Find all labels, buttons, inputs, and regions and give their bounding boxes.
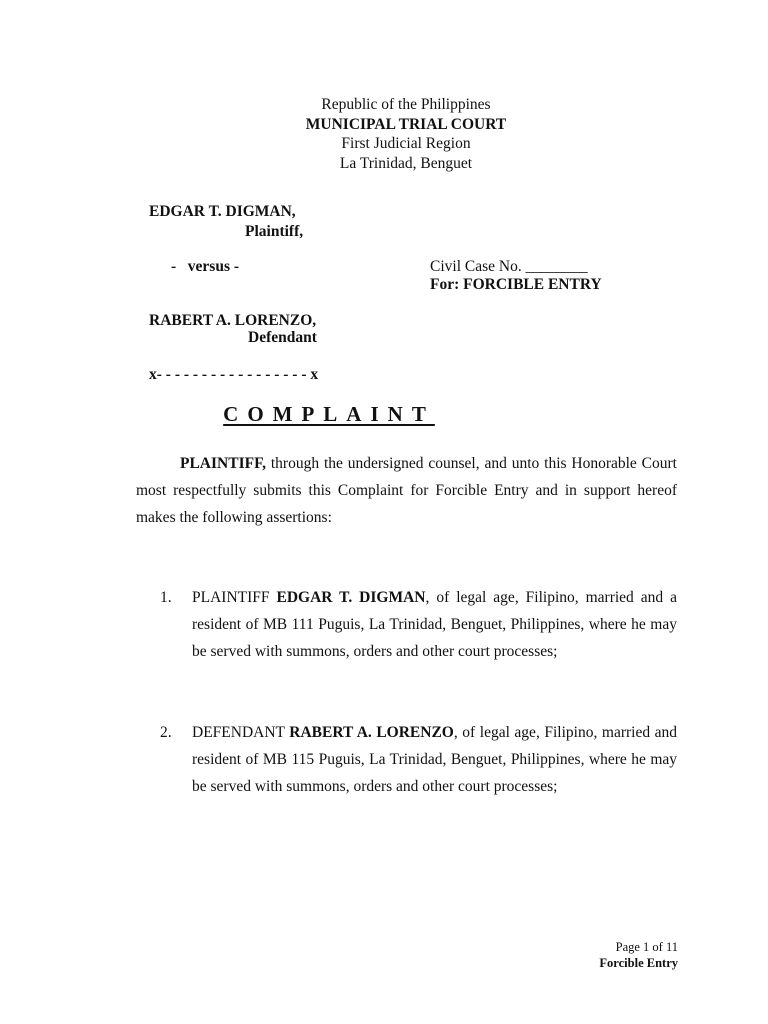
item-number: 1. [160,589,172,606]
court-name: MUNICIPAL TRIAL COURT [305,115,507,133]
item-body [192,584,677,665]
caption-separator: x- - - - - - - - - - - - - - - - - x [149,366,319,383]
page-number: Page 1 of 11 [615,940,678,954]
defendant-role: Defendant [248,329,317,346]
footer-label: Forcible Entry [599,955,678,970]
list-item [160,584,677,665]
case-type: For: FORCIBLE ENTRY [430,276,602,293]
item-number: 2. [160,724,172,741]
item-prefix: DEFENDANT [192,724,290,741]
intro-lead: PLAINTIFF, [180,455,266,472]
republic-line: Republic of the Philippines [321,96,491,113]
party-name: RABERT A. LORENZO [289,724,454,741]
item-text: , of legal age, Filipino, married and a resident of MB 111 Puguis, La Trinidad, Benguet, Philippines, where he may be served with summons, orders and other court processes; [192,589,677,660]
court-header [0,95,768,173]
item-body [192,719,677,800]
item-prefix: PLAINTIFF [192,589,277,606]
region-line: First Judicial Region [341,135,471,152]
document-title: COMPLAINT [223,402,435,426]
location-line: La Trinidad, Benguet [339,154,473,172]
intro-paragraph [136,451,677,531]
item-text: , of legal age, Filipino, married and resident of MB 115 Puguis, La Trinidad, Benguet, Philippines, where he may be served with summons, orders and other court processes; [192,724,678,795]
versus-label: - versus - [171,258,240,275]
page-footer [599,940,678,971]
plaintiff-name: EDGAR T. DIGMAN, [149,203,296,220]
party-name: EDGAR T. DIGMAN [276,589,426,606]
defendant-name: RABERT A. LORENZO, [149,312,317,329]
intro-text: through the undersigned counsel, and unto this Honorable Court most respectfully submits this Complaint for Forcible Entry and in support hereof makes the following assertions: [136,455,677,526]
civil-case-number: Civil Case No. ________ [430,258,588,275]
list-item [160,719,677,800]
plaintiff-role: Plaintiff, [245,223,304,240]
